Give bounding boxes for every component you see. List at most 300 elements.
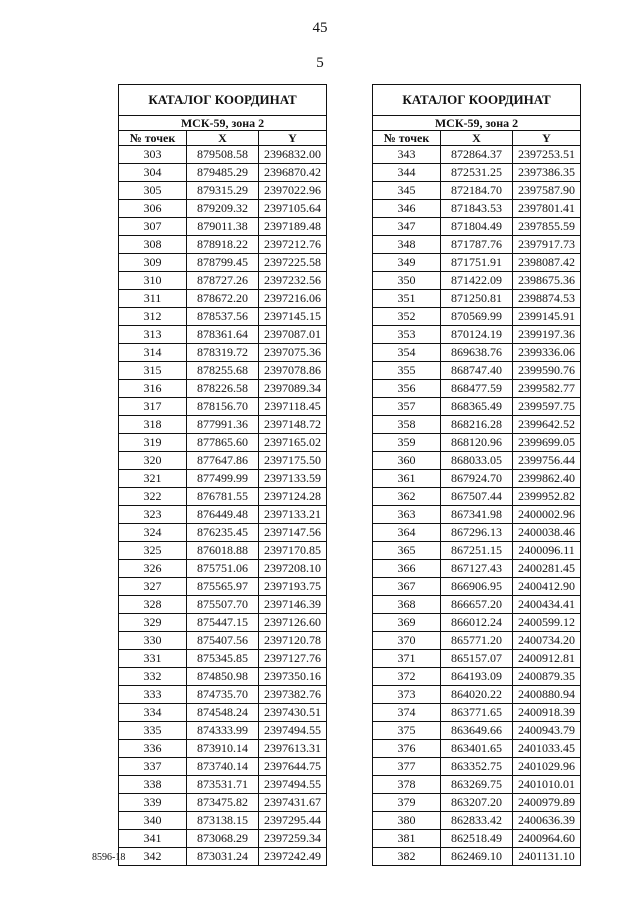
table-row xyxy=(373,416,581,434)
x-coordinate-cell: 873068.29 xyxy=(187,830,259,848)
point-number-cell: 336 xyxy=(119,740,187,758)
point-number-cell: 360 xyxy=(373,452,441,470)
x-coordinate-cell: 874548.24 xyxy=(187,704,259,722)
y-coordinate-cell: 2397253.51 xyxy=(513,146,581,164)
x-coordinate-cell: 877647.86 xyxy=(187,452,259,470)
table-row xyxy=(373,362,581,380)
x-coordinate-cell: 878672.20 xyxy=(187,290,259,308)
point-number-cell: 346 xyxy=(373,200,441,218)
table-row xyxy=(119,200,327,218)
x-coordinate-cell: 875565.97 xyxy=(187,578,259,596)
x-coordinate-cell: 862469.10 xyxy=(441,848,513,866)
y-coordinate-cell: 2397644.75 xyxy=(259,758,327,776)
table-row xyxy=(373,542,581,560)
y-coordinate-cell: 2397801.41 xyxy=(513,200,581,218)
point-number-cell: 376 xyxy=(373,740,441,758)
x-coordinate-cell: 879508.58 xyxy=(187,146,259,164)
point-number-cell: 337 xyxy=(119,758,187,776)
table-row xyxy=(119,182,327,200)
y-coordinate-cell: 2399145.91 xyxy=(513,308,581,326)
y-coordinate-cell: 2400979.89 xyxy=(513,794,581,812)
x-coordinate-cell: 872864.37 xyxy=(441,146,513,164)
y-coordinate-cell: 2397075.36 xyxy=(259,344,327,362)
x-coordinate-cell: 877499.99 xyxy=(187,470,259,488)
x-coordinate-cell: 867296.13 xyxy=(441,524,513,542)
x-coordinate-cell: 870124.19 xyxy=(441,326,513,344)
y-coordinate-cell: 2400879.35 xyxy=(513,668,581,686)
y-coordinate-cell: 2397613.31 xyxy=(259,740,327,758)
table-row xyxy=(119,650,327,668)
x-coordinate-cell: 868747.40 xyxy=(441,362,513,380)
column-header-y: Y xyxy=(513,131,581,146)
table-row xyxy=(119,704,327,722)
table-row xyxy=(119,794,327,812)
table-row xyxy=(373,146,581,164)
table-row xyxy=(373,812,581,830)
x-coordinate-cell: 862833.42 xyxy=(441,812,513,830)
table-row xyxy=(373,182,581,200)
y-coordinate-cell: 2398087.42 xyxy=(513,254,581,272)
y-coordinate-cell: 2398874.53 xyxy=(513,290,581,308)
point-number-cell: 338 xyxy=(119,776,187,794)
x-coordinate-cell: 868477.59 xyxy=(441,380,513,398)
point-number-cell: 329 xyxy=(119,614,187,632)
table-row xyxy=(373,614,581,632)
y-coordinate-cell: 2399597.75 xyxy=(513,398,581,416)
table-row xyxy=(119,614,327,632)
x-coordinate-cell: 877865.60 xyxy=(187,434,259,452)
y-coordinate-cell: 2400636.39 xyxy=(513,812,581,830)
point-number-cell: 372 xyxy=(373,668,441,686)
table-row xyxy=(373,632,581,650)
point-number-cell: 313 xyxy=(119,326,187,344)
x-coordinate-cell: 862518.49 xyxy=(441,830,513,848)
y-coordinate-cell: 2397212.76 xyxy=(259,236,327,254)
x-coordinate-cell: 873740.14 xyxy=(187,758,259,776)
y-coordinate-cell: 2397855.59 xyxy=(513,218,581,236)
x-coordinate-cell: 867507.44 xyxy=(441,488,513,506)
x-coordinate-cell: 870569.99 xyxy=(441,308,513,326)
point-number-cell: 347 xyxy=(373,218,441,236)
point-number-cell: 369 xyxy=(373,614,441,632)
y-coordinate-cell: 2396832.00 xyxy=(259,146,327,164)
point-number-cell: 310 xyxy=(119,272,187,290)
point-number-cell: 309 xyxy=(119,254,187,272)
point-number-cell: 382 xyxy=(373,848,441,866)
y-coordinate-cell: 2400038.46 xyxy=(513,524,581,542)
x-coordinate-cell: 878226.58 xyxy=(187,380,259,398)
column-header-y: Y xyxy=(259,131,327,146)
x-coordinate-cell: 871751.91 xyxy=(441,254,513,272)
table-row xyxy=(119,830,327,848)
table-row xyxy=(119,416,327,434)
table-row xyxy=(373,740,581,758)
sheet-number: 5 xyxy=(316,55,324,71)
x-coordinate-cell: 873138.15 xyxy=(187,812,259,830)
x-coordinate-cell: 875407.56 xyxy=(187,632,259,650)
coordinate-catalog-table-left xyxy=(118,84,327,866)
point-number-cell: 305 xyxy=(119,182,187,200)
catalog-subtitle: МСК-59, зона 2 xyxy=(373,116,581,131)
table-row xyxy=(119,686,327,704)
x-coordinate-cell: 863771.65 xyxy=(441,704,513,722)
y-coordinate-cell: 2399590.76 xyxy=(513,362,581,380)
table-row xyxy=(373,290,581,308)
point-number-cell: 348 xyxy=(373,236,441,254)
x-coordinate-cell: 875447.15 xyxy=(187,614,259,632)
x-coordinate-cell: 875751.06 xyxy=(187,560,259,578)
x-coordinate-cell: 863401.65 xyxy=(441,740,513,758)
y-coordinate-cell: 2397259.34 xyxy=(259,830,327,848)
point-number-cell: 319 xyxy=(119,434,187,452)
x-coordinate-cell: 879485.29 xyxy=(187,164,259,182)
x-coordinate-cell: 873031.24 xyxy=(187,848,259,866)
point-number-cell: 362 xyxy=(373,488,441,506)
point-number-cell: 370 xyxy=(373,632,441,650)
table-row xyxy=(119,146,327,164)
point-number-cell: 374 xyxy=(373,704,441,722)
y-coordinate-cell: 2397494.55 xyxy=(259,722,327,740)
x-coordinate-cell: 863269.75 xyxy=(441,776,513,794)
point-number-cell: 361 xyxy=(373,470,441,488)
x-coordinate-cell: 868365.49 xyxy=(441,398,513,416)
table-row xyxy=(119,740,327,758)
x-coordinate-cell: 871250.81 xyxy=(441,290,513,308)
y-coordinate-cell: 2400964.60 xyxy=(513,830,581,848)
y-coordinate-cell: 2397170.85 xyxy=(259,542,327,560)
y-coordinate-cell: 2401029.96 xyxy=(513,758,581,776)
table-row xyxy=(119,596,327,614)
point-number-cell: 308 xyxy=(119,236,187,254)
table-row xyxy=(119,452,327,470)
point-number-cell: 332 xyxy=(119,668,187,686)
y-coordinate-cell: 2396870.42 xyxy=(259,164,327,182)
table-row xyxy=(119,506,327,524)
point-number-cell: 322 xyxy=(119,488,187,506)
y-coordinate-cell: 2397105.64 xyxy=(259,200,327,218)
table-row xyxy=(119,308,327,326)
table-row xyxy=(119,776,327,794)
point-number-cell: 317 xyxy=(119,398,187,416)
table-row xyxy=(119,434,327,452)
x-coordinate-cell: 868120.96 xyxy=(441,434,513,452)
y-coordinate-cell: 2400880.94 xyxy=(513,686,581,704)
x-coordinate-cell: 872184.70 xyxy=(441,182,513,200)
x-coordinate-cell: 868216.28 xyxy=(441,416,513,434)
point-number-cell: 320 xyxy=(119,452,187,470)
x-coordinate-cell: 879315.29 xyxy=(187,182,259,200)
y-coordinate-cell: 2397430.51 xyxy=(259,704,327,722)
y-coordinate-cell: 2397189.48 xyxy=(259,218,327,236)
y-coordinate-cell: 2397350.16 xyxy=(259,668,327,686)
x-coordinate-cell: 869638.76 xyxy=(441,344,513,362)
y-coordinate-cell: 2399756.44 xyxy=(513,452,581,470)
catalog-subtitle: МСК-59, зона 2 xyxy=(119,116,327,131)
x-coordinate-cell: 871843.53 xyxy=(441,200,513,218)
x-coordinate-cell: 871787.76 xyxy=(441,236,513,254)
table-row xyxy=(119,380,327,398)
point-number-cell: 367 xyxy=(373,578,441,596)
point-number-cell: 321 xyxy=(119,470,187,488)
y-coordinate-cell: 2400918.39 xyxy=(513,704,581,722)
y-coordinate-cell: 2400412.90 xyxy=(513,578,581,596)
x-coordinate-cell: 866012.24 xyxy=(441,614,513,632)
y-coordinate-cell: 2400734.20 xyxy=(513,632,581,650)
table-row xyxy=(373,848,581,866)
table-row xyxy=(119,218,327,236)
x-coordinate-cell: 879209.32 xyxy=(187,200,259,218)
point-number-cell: 381 xyxy=(373,830,441,848)
table-row xyxy=(373,578,581,596)
x-coordinate-cell: 865771.20 xyxy=(441,632,513,650)
x-coordinate-cell: 865157.07 xyxy=(441,650,513,668)
catalog-title: КАТАЛОГ КООРДИНАТ xyxy=(119,85,327,116)
column-header-point-number: № точек xyxy=(119,131,187,146)
x-coordinate-cell: 863352.75 xyxy=(441,758,513,776)
y-coordinate-cell: 2397147.56 xyxy=(259,524,327,542)
point-number-cell: 335 xyxy=(119,722,187,740)
column-header-x: X xyxy=(441,131,513,146)
column-header-point-number: № точек xyxy=(373,131,441,146)
x-coordinate-cell: 875507.70 xyxy=(187,596,259,614)
table-row xyxy=(119,524,327,542)
table-row xyxy=(119,254,327,272)
point-number-cell: 318 xyxy=(119,416,187,434)
x-coordinate-cell: 868033.05 xyxy=(441,452,513,470)
y-coordinate-cell: 2397118.45 xyxy=(259,398,327,416)
x-coordinate-cell: 878361.64 xyxy=(187,326,259,344)
table-row xyxy=(373,506,581,524)
x-coordinate-cell: 867127.43 xyxy=(441,560,513,578)
point-number-cell: 350 xyxy=(373,272,441,290)
point-number-cell: 303 xyxy=(119,146,187,164)
table-row xyxy=(119,272,327,290)
y-coordinate-cell: 2397193.75 xyxy=(259,578,327,596)
y-coordinate-cell: 2397242.49 xyxy=(259,848,327,866)
y-coordinate-cell: 2398675.36 xyxy=(513,272,581,290)
y-coordinate-cell: 2400434.41 xyxy=(513,596,581,614)
point-number-cell: 326 xyxy=(119,560,187,578)
y-coordinate-cell: 2397382.76 xyxy=(259,686,327,704)
catalog-title: КАТАЛОГ КООРДИНАТ xyxy=(373,85,581,116)
y-coordinate-cell: 2399862.40 xyxy=(513,470,581,488)
table-row xyxy=(119,668,327,686)
table-row xyxy=(119,290,327,308)
point-number-cell: 331 xyxy=(119,650,187,668)
x-coordinate-cell: 878156.70 xyxy=(187,398,259,416)
x-coordinate-cell: 874333.99 xyxy=(187,722,259,740)
y-coordinate-cell: 2397124.28 xyxy=(259,488,327,506)
x-coordinate-cell: 871422.09 xyxy=(441,272,513,290)
x-coordinate-cell: 867924.70 xyxy=(441,470,513,488)
y-coordinate-cell: 2397133.21 xyxy=(259,506,327,524)
x-coordinate-cell: 863207.20 xyxy=(441,794,513,812)
table-row xyxy=(373,722,581,740)
point-number-cell: 342 xyxy=(119,848,187,866)
x-coordinate-cell: 878918.22 xyxy=(187,236,259,254)
y-coordinate-cell: 2400599.12 xyxy=(513,614,581,632)
y-coordinate-cell: 2397127.76 xyxy=(259,650,327,668)
y-coordinate-cell: 2397078.86 xyxy=(259,362,327,380)
table-body xyxy=(119,146,327,866)
y-coordinate-cell: 2397133.59 xyxy=(259,470,327,488)
table-row xyxy=(373,686,581,704)
y-coordinate-cell: 2397232.56 xyxy=(259,272,327,290)
y-coordinate-cell: 2401033.45 xyxy=(513,740,581,758)
y-coordinate-cell: 2397208.10 xyxy=(259,560,327,578)
x-coordinate-cell: 866657.20 xyxy=(441,596,513,614)
point-number-cell: 363 xyxy=(373,506,441,524)
x-coordinate-cell: 878319.72 xyxy=(187,344,259,362)
table-row xyxy=(119,578,327,596)
table-row xyxy=(373,452,581,470)
point-number-cell: 351 xyxy=(373,290,441,308)
point-number-cell: 316 xyxy=(119,380,187,398)
point-number-cell: 366 xyxy=(373,560,441,578)
point-number-cell: 311 xyxy=(119,290,187,308)
x-coordinate-cell: 879011.38 xyxy=(187,218,259,236)
point-number-cell: 341 xyxy=(119,830,187,848)
y-coordinate-cell: 2397216.06 xyxy=(259,290,327,308)
table-row xyxy=(119,542,327,560)
y-coordinate-cell: 2400943.79 xyxy=(513,722,581,740)
table-row xyxy=(373,758,581,776)
point-number-cell: 378 xyxy=(373,776,441,794)
table-row xyxy=(373,794,581,812)
point-number-cell: 345 xyxy=(373,182,441,200)
point-number-cell: 307 xyxy=(119,218,187,236)
table-row xyxy=(373,272,581,290)
y-coordinate-cell: 2397126.60 xyxy=(259,614,327,632)
point-number-cell: 373 xyxy=(373,686,441,704)
table-row xyxy=(119,398,327,416)
table-row xyxy=(119,488,327,506)
y-coordinate-cell: 2397386.35 xyxy=(513,164,581,182)
table-row xyxy=(373,650,581,668)
x-coordinate-cell: 878799.45 xyxy=(187,254,259,272)
point-number-cell: 353 xyxy=(373,326,441,344)
point-number-cell: 375 xyxy=(373,722,441,740)
coordinate-catalog-table-right xyxy=(372,84,581,866)
x-coordinate-cell: 875345.85 xyxy=(187,650,259,668)
point-number-cell: 368 xyxy=(373,596,441,614)
point-number-cell: 354 xyxy=(373,344,441,362)
table-row xyxy=(373,254,581,272)
y-coordinate-cell: 2401010.01 xyxy=(513,776,581,794)
point-number-cell: 352 xyxy=(373,308,441,326)
table-row xyxy=(373,344,581,362)
point-number-cell: 343 xyxy=(373,146,441,164)
y-coordinate-cell: 2397120.78 xyxy=(259,632,327,650)
table-row xyxy=(373,218,581,236)
x-coordinate-cell: 878537.56 xyxy=(187,308,259,326)
y-coordinate-cell: 2399197.36 xyxy=(513,326,581,344)
point-number-cell: 365 xyxy=(373,542,441,560)
y-coordinate-cell: 2397494.55 xyxy=(259,776,327,794)
y-coordinate-cell: 2400281.45 xyxy=(513,560,581,578)
table-row xyxy=(119,344,327,362)
point-number-cell: 327 xyxy=(119,578,187,596)
point-number-cell: 379 xyxy=(373,794,441,812)
y-coordinate-cell: 2401131.10 xyxy=(513,848,581,866)
x-coordinate-cell: 876018.88 xyxy=(187,542,259,560)
y-coordinate-cell: 2399699.05 xyxy=(513,434,581,452)
page-number: 45 xyxy=(312,20,328,36)
x-coordinate-cell: 874735.70 xyxy=(187,686,259,704)
point-number-cell: 377 xyxy=(373,758,441,776)
table-row xyxy=(373,776,581,794)
y-coordinate-cell: 2397917.73 xyxy=(513,236,581,254)
point-number-cell: 344 xyxy=(373,164,441,182)
column-header-x: X xyxy=(187,131,259,146)
x-coordinate-cell: 873531.71 xyxy=(187,776,259,794)
point-number-cell: 339 xyxy=(119,794,187,812)
table-row xyxy=(119,632,327,650)
point-number-cell: 312 xyxy=(119,308,187,326)
x-coordinate-cell: 876449.48 xyxy=(187,506,259,524)
table-row xyxy=(373,830,581,848)
point-number-cell: 328 xyxy=(119,596,187,614)
table-row xyxy=(119,560,327,578)
table-row xyxy=(119,470,327,488)
point-number-cell: 357 xyxy=(373,398,441,416)
y-coordinate-cell: 2400002.96 xyxy=(513,506,581,524)
y-coordinate-cell: 2397146.39 xyxy=(259,596,327,614)
x-coordinate-cell: 866906.95 xyxy=(441,578,513,596)
point-number-cell: 306 xyxy=(119,200,187,218)
point-number-cell: 314 xyxy=(119,344,187,362)
x-coordinate-cell: 876781.55 xyxy=(187,488,259,506)
table-row xyxy=(119,758,327,776)
table-row xyxy=(373,524,581,542)
table-row xyxy=(373,470,581,488)
table-row xyxy=(119,236,327,254)
point-number-cell: 333 xyxy=(119,686,187,704)
point-number-cell: 323 xyxy=(119,506,187,524)
table-row xyxy=(373,434,581,452)
table-row xyxy=(373,380,581,398)
point-number-cell: 325 xyxy=(119,542,187,560)
x-coordinate-cell: 876235.45 xyxy=(187,524,259,542)
y-coordinate-cell: 2399336.06 xyxy=(513,344,581,362)
point-number-cell: 380 xyxy=(373,812,441,830)
table-row xyxy=(373,398,581,416)
y-coordinate-cell: 2397087.01 xyxy=(259,326,327,344)
y-coordinate-cell: 2397089.34 xyxy=(259,380,327,398)
document-code: 8596-18 xyxy=(92,852,126,863)
x-coordinate-cell: 867251.15 xyxy=(441,542,513,560)
table-row xyxy=(373,236,581,254)
table-row xyxy=(373,488,581,506)
y-coordinate-cell: 2397148.72 xyxy=(259,416,327,434)
point-number-cell: 364 xyxy=(373,524,441,542)
point-number-cell: 304 xyxy=(119,164,187,182)
table-body xyxy=(373,146,581,866)
x-coordinate-cell: 878727.26 xyxy=(187,272,259,290)
y-coordinate-cell: 2397145.15 xyxy=(259,308,327,326)
x-coordinate-cell: 863649.66 xyxy=(441,722,513,740)
x-coordinate-cell: 878255.68 xyxy=(187,362,259,380)
y-coordinate-cell: 2399582.77 xyxy=(513,380,581,398)
y-coordinate-cell: 2397225.58 xyxy=(259,254,327,272)
x-coordinate-cell: 864020.22 xyxy=(441,686,513,704)
table-row xyxy=(119,362,327,380)
x-coordinate-cell: 873910.14 xyxy=(187,740,259,758)
table-row xyxy=(373,596,581,614)
point-number-cell: 315 xyxy=(119,362,187,380)
table-row xyxy=(119,722,327,740)
point-number-cell: 349 xyxy=(373,254,441,272)
